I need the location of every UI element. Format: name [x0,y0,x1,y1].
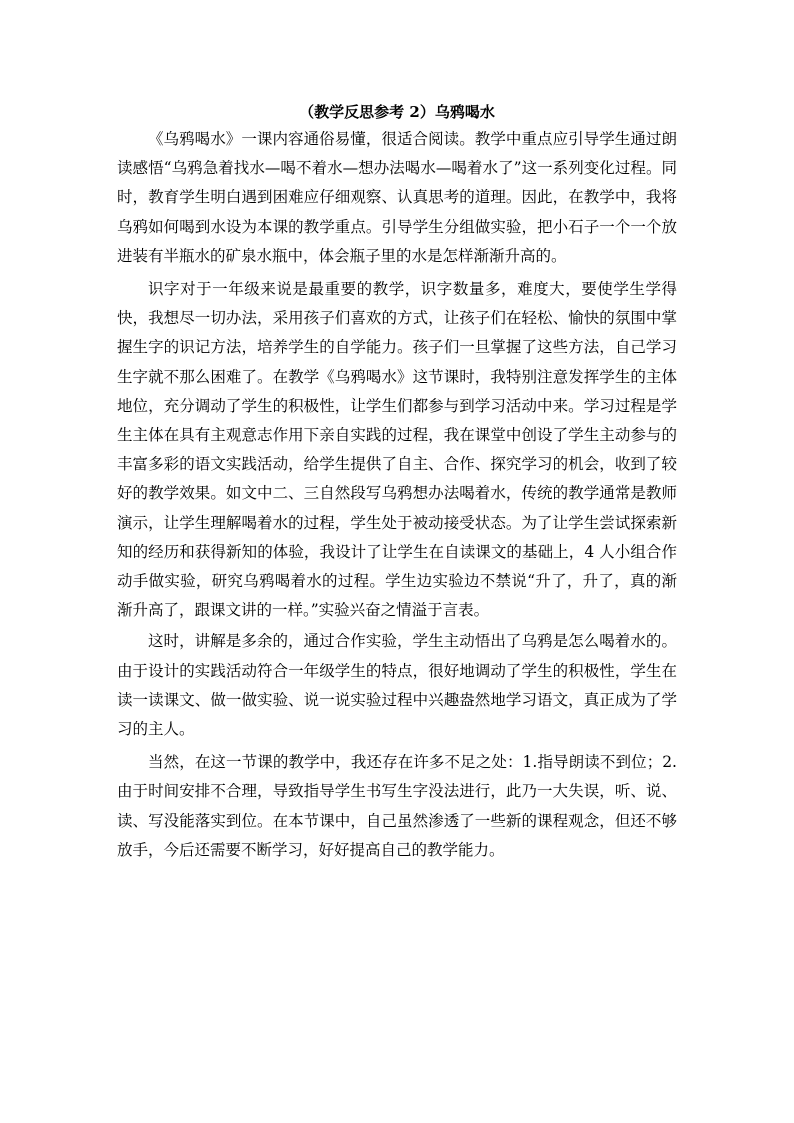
document-title: （教学反思参考 2）乌鸦喝水 [299,103,495,121]
paragraph-experiment: 这时，讲解是多余的，通过合作实验，学生主动悟出了乌鸦是怎么喝着水的。由于设计的实践活动符合一年级学生的特点，很好地调动了学生的积极性，学生在读一读课文、做一做实验、说一说实验过程中兴趣盎然地学习语文，真正成为了学习的主人。 [117,632,677,739]
paragraph-shortcomings: 当然，在这一节课的教学中，我还存在许多不足之处：1.指导朗读不到位；2.由于时间安排不合理，导致指导学生书写生字没法进行，此乃一大失误，听、说、读、写没能落实到位。在本节课中，自己虽然渗透了一些新的课程观念，但还不够放手，今后还需要不断学习，好好提高自己的教学能力。 [117,753,677,859]
paragraph-intro: 《乌鸦喝水》一课内容通俗易懂，很适合阅读。教学中重点应引导学生通过朗读感悟“乌鸦急着找水—喝不着水—想办法喝水—喝着水了”这一系列变化过程。同时，教育学生明白遇到困难应仔细观察、认真思考的道理。因此，在教学中，我将乌鸦如何喝到水设为本课的教学重点。引导学生分组做实验，把小石子一个一个放进装有半瓶水的矿泉水瓶中，体会瓶子里的水是怎样渐渐升高的。 [117,130,677,265]
document-body [117,101,677,865]
paragraph-literacy: 识字对于一年级来说是最重要的教学，识字数量多，难度大，要使学生学得快，我想尽一切办法，采用孩子们喜欢的方式，让孩子们在轻松、愉快的氛围中掌握生字的识记方法，培养学生的自学能力。孩子们一旦掌握了这些方法，自己学习生字就不那么困难了。在教学《乌鸦喝水》这节课时，我特别注意发挥学生的主体地位，充分调动了学生的积极性，让学生们都参与到学习活动中来。学习过程是学生主体在具有主观意志作用下亲自实践的过程，我在课堂中创设了学生主动参与的丰富多彩的语文实践活动，给学生提供了自主、合作、探究学习的机会，收到了较好的教学效果。如文中二、三自然段写乌鸦想办法喝着水，传统的教学通常是教师演示，让学生理解喝着水的过程，学生处于被动接受状态。为了让学生尝试探索新知的经历和获得新知的体验，我设计了让学生在自读课文的基础上，4 人小组合作动手做实验，研究乌鸦喝着水的过程。学生边实验边不禁说“升了，升了，真的渐渐升高了，跟课文讲的一样。”实验兴奋之情溢于言表。 [117,280,677,620]
